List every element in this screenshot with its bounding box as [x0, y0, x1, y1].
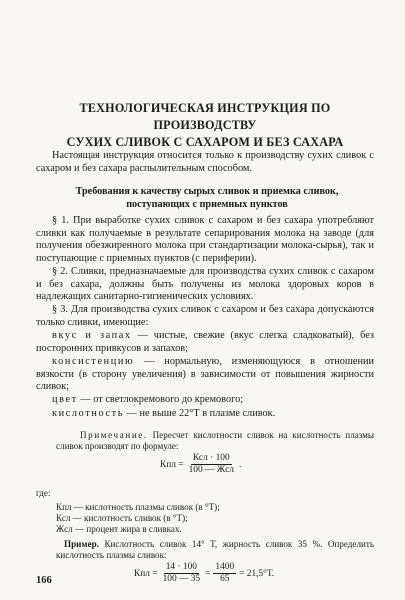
definition-zhsl: Жсл — процент жира в сливках. — [56, 524, 182, 534]
paragraph-2: § 2. Сливки, предназначаемые для производства сухих сливок с сахаром и без сахара, должны быть получены из молока здоровых коров в надлежащих санитарно-гигиенических условиях. — [36, 266, 374, 303]
taste-requirement — [36, 330, 374, 355]
example-text: Кислотность сливок 14° Т, жирность сливок 35 %. Определить кислотность плазмы сливок: — [56, 539, 374, 560]
paragraph-3: § 3. Для производства сухих сливок с сахаром и без сахара допускаются только сливки, имеющие: — [36, 304, 374, 328]
formula-1-lhs: Кпл = — [160, 459, 184, 470]
consistency-text: — нормальную, изменяющуюся в отношении вязкости (в сторону увеличения) в зависимости от повышения жирности сливок; — [36, 356, 374, 393]
formula-2-denominator-2: 65 — [220, 574, 230, 584]
color-text: — от светлокремового до кремового; — [77, 394, 244, 405]
definition-ksl: Ксл — кислотность сливок (в °Т); — [56, 513, 188, 523]
acidity-term: кислотность — [52, 408, 125, 419]
formula-2-numerator-2: 1400 — [215, 562, 235, 572]
taste-text: — чистые, свежие (вкус слегка сладковатый), без посторонних привкусов и запахов; — [36, 330, 374, 354]
where-label: где: — [36, 488, 51, 498]
note-paragraph — [56, 430, 374, 452]
note-text: Пересчет кислотности сливок на кислотность плазмы сливок производят по формуле: — [56, 430, 374, 451]
intro-paragraph: Настоящая инструкция относится только к производству сухих сливок с сахаром и без сахара распылительным способом. — [36, 150, 374, 174]
consistency-term: консистенцию — [52, 356, 135, 367]
formula-2-denominator-1: 100 — 35 — [162, 574, 201, 584]
title-line-2: СУХИХ СЛИВОК С САХАРОМ И БЕЗ САХАРА — [66, 135, 344, 149]
formula-2-fraction-2 — [213, 562, 236, 585]
formula-1-period: . — [238, 459, 242, 470]
taste-term: вкус и запах — [52, 330, 132, 341]
example-label: Пример. — [64, 539, 99, 549]
formula-1-numerator: Ксл · 100 — [192, 453, 230, 463]
color-term: цвет — [52, 394, 78, 405]
formula-2-result: = 21,5°Т. — [239, 568, 275, 579]
consistency-requirement — [36, 356, 374, 394]
paragraph-1: § 1. При выработке сухих сливок с сахаром и без сахара употребляют сливки как получаемые в результате сепарирования молока на заводе (для получения обезжиренного молока при стандартизации молока-сырья), так и поступающие с приемных пунктов (с периферии). — [36, 215, 374, 264]
formula-example — [134, 562, 274, 585]
formula-plasma-acidity — [160, 453, 241, 476]
subtitle-line-1: Требования к качеству сырых сливок и приемка сливок, — [75, 186, 339, 197]
formula-2-numerator-1: 14 · 100 — [165, 562, 197, 572]
example-paragraph — [56, 539, 374, 561]
title-line-1: ТЕХНОЛОГИЧЕСКАЯ ИНСТРУКЦИЯ ПО ПРОИЗВОДСТВУ — [79, 101, 331, 132]
formula-1-fraction — [187, 453, 236, 476]
acidity-requirement — [36, 408, 374, 421]
document-title — [40, 100, 370, 151]
formula-1-denominator: 100 — Жсл — [188, 465, 234, 475]
formula-2-fraction-1 — [161, 562, 203, 585]
acidity-text: — не выше 22°Т в плазме сливок. — [124, 408, 276, 419]
section-subtitle — [48, 186, 366, 211]
formula-2-equals: = — [205, 568, 211, 579]
formula-2-lhs: Кпл = — [134, 568, 158, 579]
page-number: 166 — [36, 575, 52, 586]
definition-kpl: Кпл — кислотность плазмы сливок (в °Т); — [56, 502, 220, 512]
definitions — [56, 502, 374, 535]
subtitle-line-2: поступающих с приемных пунктов — [126, 198, 288, 210]
color-requirement — [36, 394, 374, 407]
note-label: Примечание. — [80, 430, 148, 440]
